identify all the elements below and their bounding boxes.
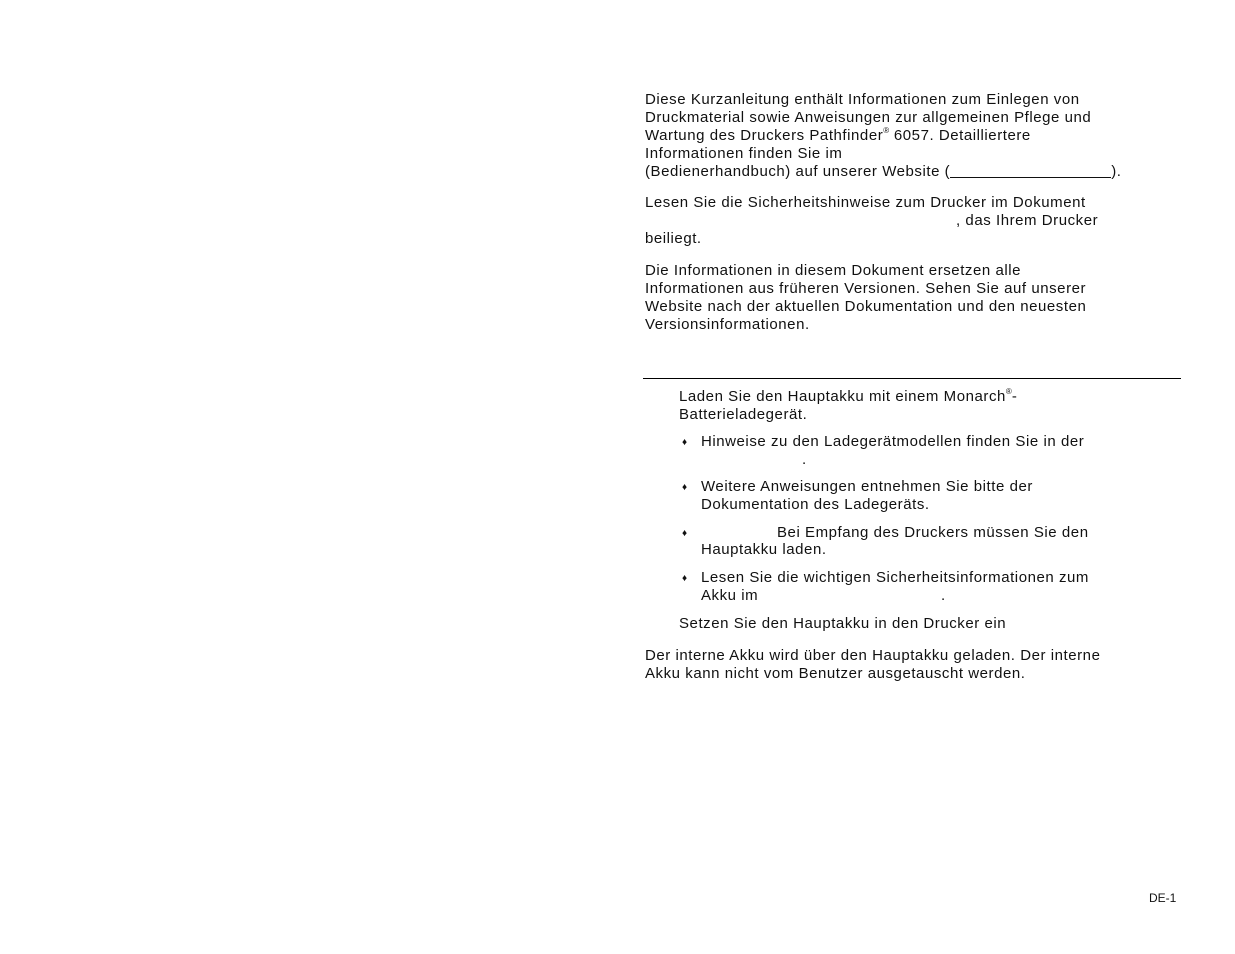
registered-mark: ®	[1005, 387, 1012, 396]
bullet-2-line-1: Weitere Anweisungen entnehmen Sie bitte der	[701, 478, 1033, 495]
insert-battery-step: Setzen Sie den Hauptakku in den Drucker ein	[679, 615, 1007, 632]
intro-line-3-start: Wartung des Druckers Pathfinder	[645, 127, 884, 144]
safety-line-1: Lesen Sie die Sicherheitshinweise zum Drucker im Dokument	[645, 194, 1086, 211]
charge-line-1	[679, 388, 1017, 406]
internal-line-1: Der interne Akku wird über den Hauptakku geladen. Der interne	[645, 647, 1101, 664]
bullet-3-line-2: Hauptakku laden.	[701, 541, 827, 558]
versions-line-3: Website nach der aktuellen Dokumentation und den neuesten	[645, 298, 1087, 315]
intro-line-5	[645, 162, 1122, 181]
intro-line-3	[645, 127, 1031, 145]
bullet-3-line-1: Bei Empfang des Druckers müssen Sie den	[777, 524, 1089, 541]
charge-line-2: Batterieladegerät.	[679, 406, 808, 423]
page-number: DE-1	[1149, 891, 1177, 905]
charge-line-1-start: Laden Sie den Hauptakku mit einem Monarch	[679, 388, 1006, 405]
bullet-4-line-2-end: .	[941, 587, 946, 604]
safety-line-3: beiliegt.	[645, 230, 702, 247]
bullet-icon: ♦	[682, 528, 688, 539]
intro-line-2: Druckmaterial sowie Anweisungen zur allgemeinen Pflege und	[645, 109, 1092, 126]
internal-line-2: Akku kann nicht vom Benutzer ausgetauscht werden.	[645, 665, 1026, 682]
charge-line-1-end: -	[1011, 388, 1018, 405]
bullet-4-line-2-start: Akku im	[701, 587, 759, 604]
bullet-icon: ♦	[682, 482, 688, 493]
intro-line-3-end: 6057. Detailliertere	[889, 127, 1031, 144]
bullet-icon: ♦	[682, 573, 688, 584]
safety-line-2: , das Ihrem Drucker	[956, 212, 1099, 229]
versions-line-4: Versionsinformationen.	[645, 316, 810, 333]
bullet-1-line-2: .	[802, 451, 807, 468]
bullet-4-line-1: Lesen Sie die wichtigen Sicherheitsinformationen zum	[701, 569, 1089, 586]
website-link[interactable]	[950, 162, 1111, 178]
intro-line-4: Informationen finden Sie im	[645, 145, 843, 162]
intro-line-5-start: (Bedienerhandbuch) auf unserer Website (	[645, 163, 951, 180]
intro-line-5-end: ).	[1111, 163, 1122, 180]
versions-line-1: Die Informationen in diesem Dokument ersetzen alle	[645, 262, 1022, 279]
registered-mark: ®	[883, 126, 890, 135]
bullet-1-line-1: Hinweise zu den Ladegerätmodellen finden Sie in der	[701, 433, 1085, 450]
intro-line-1: Diese Kurzanleitung enthält Informationen zum Einlegen von	[645, 91, 1080, 108]
bullet-icon: ♦	[682, 437, 688, 448]
bullet-2-line-2: Dokumentation des Ladegeräts.	[701, 496, 930, 513]
versions-line-2: Informationen aus früheren Versionen. Sehen Sie auf unserer	[645, 280, 1087, 297]
section-divider	[643, 378, 1181, 379]
